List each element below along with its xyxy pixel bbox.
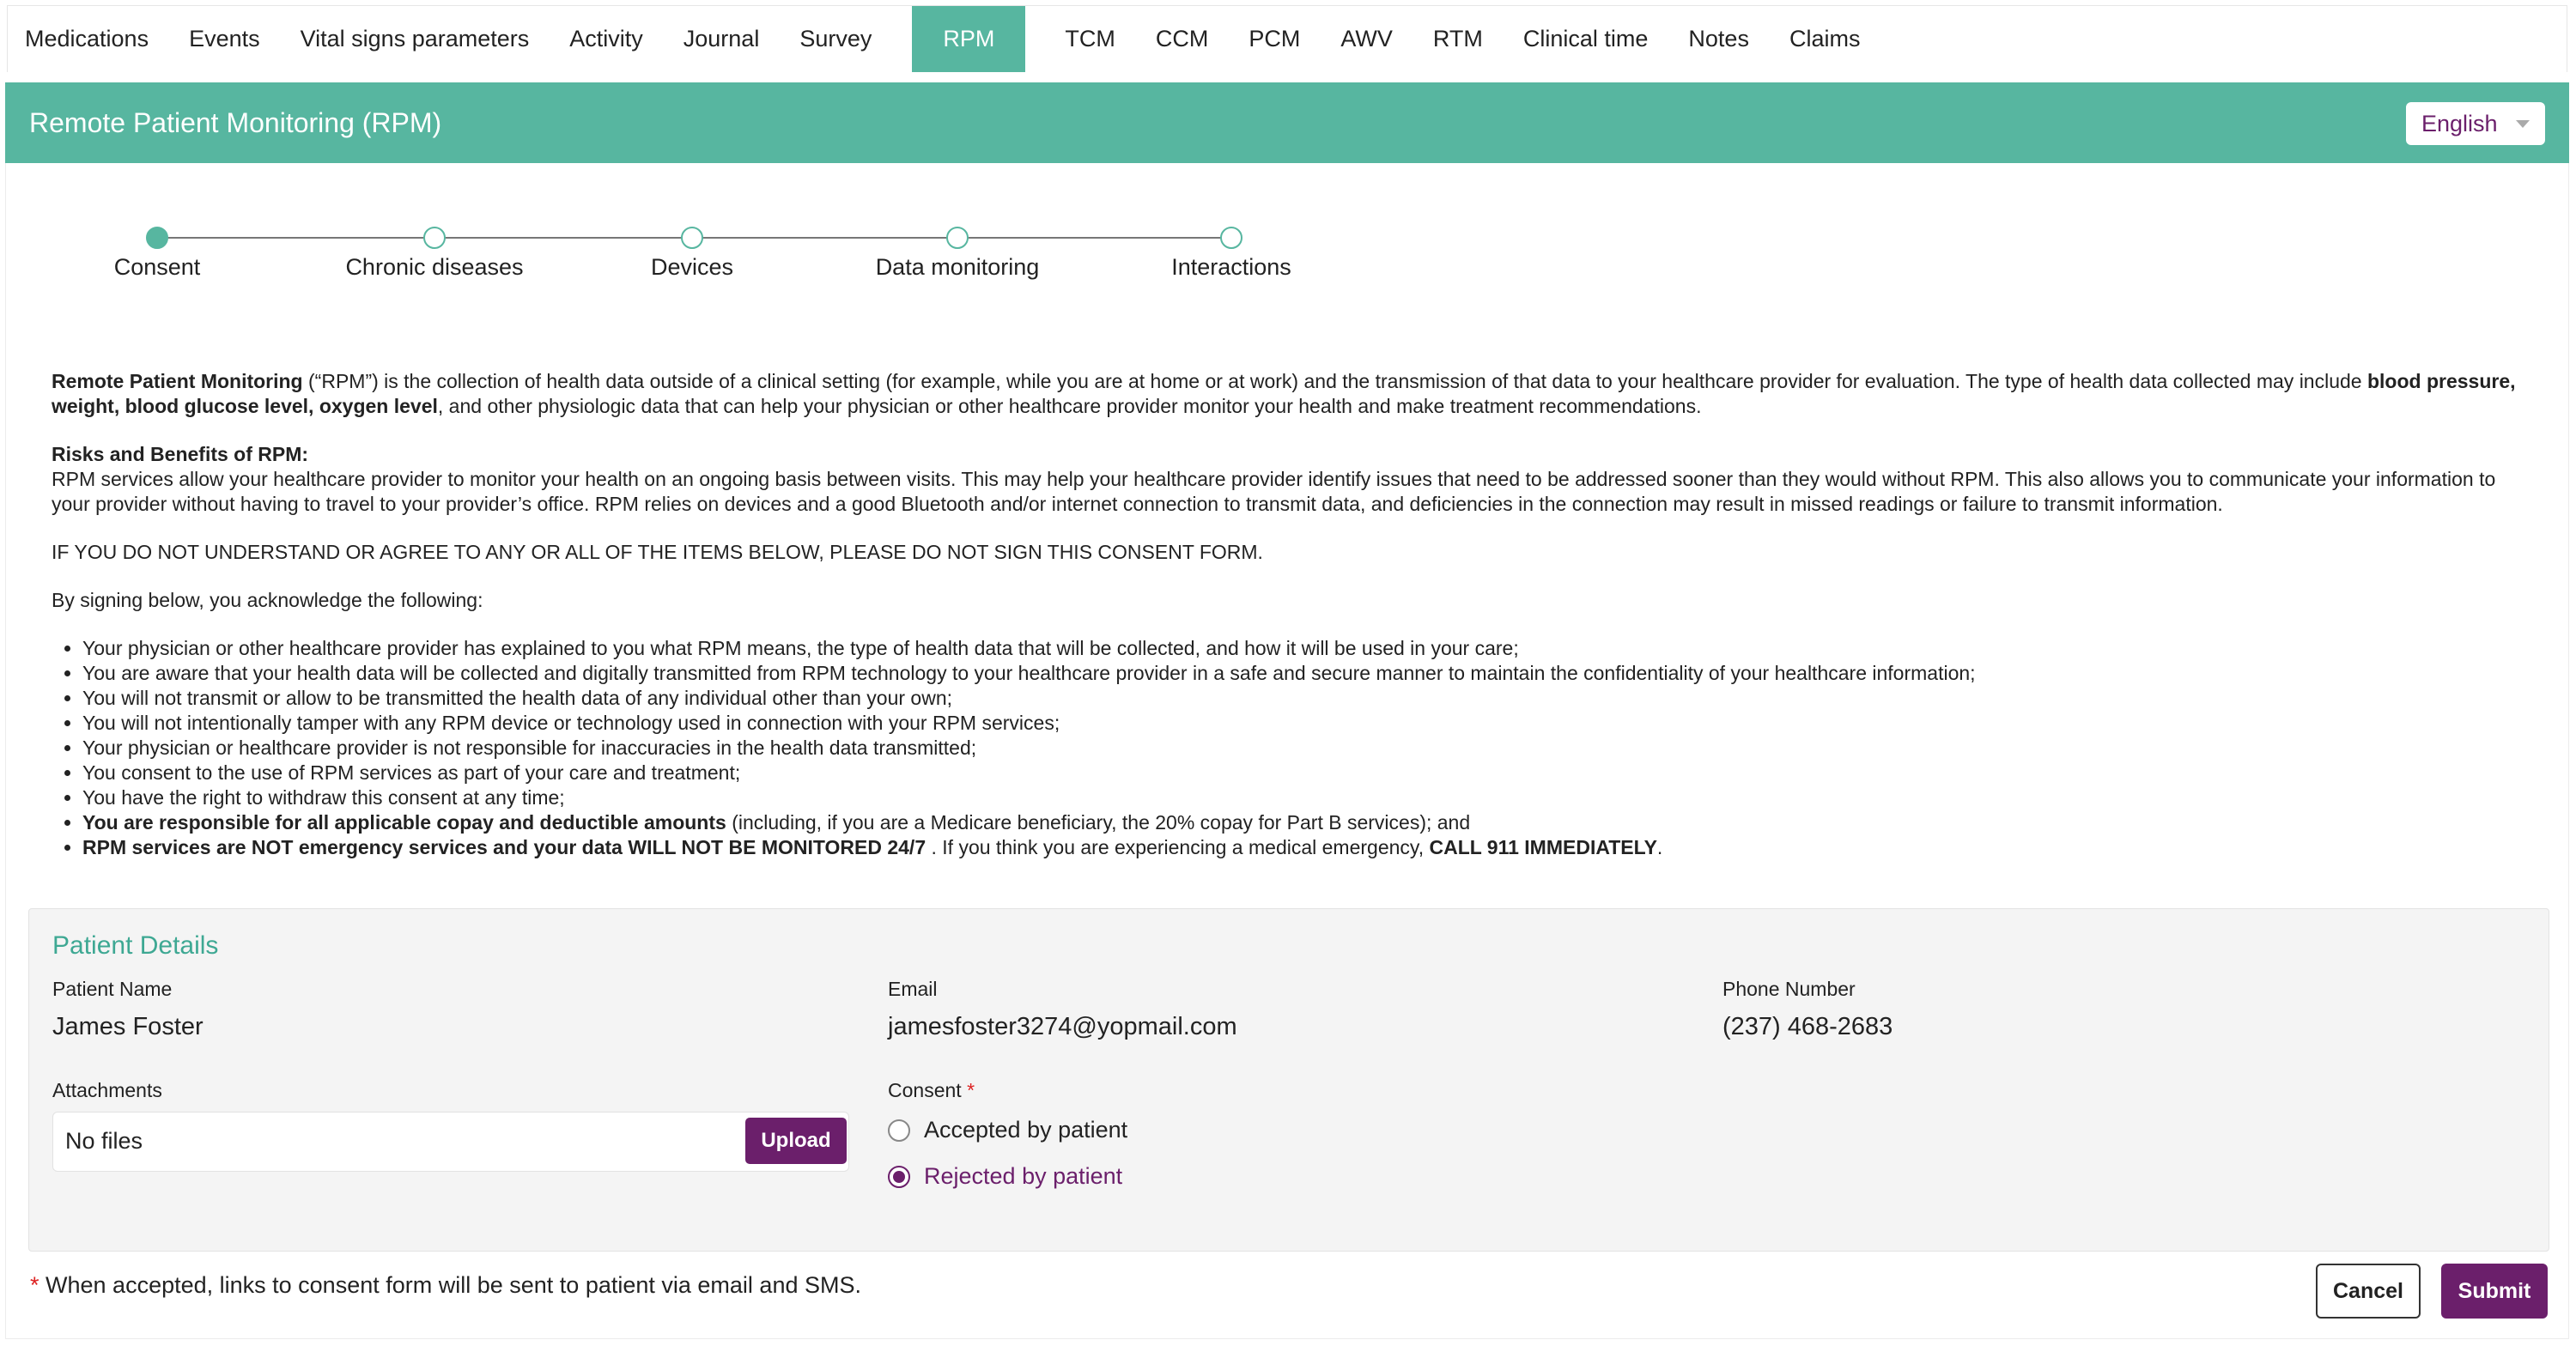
- page-title: Remote Patient Monitoring (RPM): [29, 107, 442, 138]
- tab-medications[interactable]: Medications: [25, 26, 149, 52]
- warning-paragraph: IF YOU DO NOT UNDERSTAND OR AGREE TO ANY OR ALL OF THE ITEMS BELOW, PLEASE DO NOT SIGN THIS CONSENT FORM.: [52, 541, 1263, 563]
- radio-unchecked-icon[interactable]: [888, 1119, 910, 1142]
- upload-button[interactable]: Upload: [745, 1118, 847, 1164]
- emergency-bold: RPM services are NOT emergency services and your data WILL NOT BE MONITORED 24/7: [82, 836, 927, 858]
- tab-ccm[interactable]: CCM: [1155, 26, 1209, 52]
- step-interactions[interactable]: [1103, 227, 1360, 281]
- step-label: Devices: [650, 254, 734, 280]
- step-dot-icon: [681, 227, 703, 249]
- footnote-mark: *: [30, 1272, 39, 1298]
- top-tab-nav: [7, 5, 2567, 72]
- tab-awv[interactable]: AWV: [1340, 26, 1393, 52]
- radio-label: Rejected by patient: [924, 1163, 1123, 1189]
- ack-intro: By signing below, you acknowledge the following:: [52, 589, 483, 611]
- list-item: • Your physician or healthcare provider is not responsible for inaccuracies in the health data transmitted;: [82, 736, 2524, 761]
- phone-label: Phone Number: [1722, 978, 1856, 1000]
- content-card: [5, 163, 2569, 1339]
- tab-claims[interactable]: Claims: [1789, 26, 1861, 52]
- consent-footnote: [30, 1272, 861, 1299]
- intro-bold-data-types: blood pressure, weight, blood glucose level, oxygen level: [52, 370, 2516, 417]
- consent-option-rejected[interactable]: [888, 1163, 1122, 1190]
- intro-text-end: , and other physiologic data that can help your physician or other healthcare provider monitor your health and make treatment recommendations.: [437, 395, 1702, 417]
- emergency-end: .: [1656, 836, 1663, 858]
- radio-checked-icon[interactable]: [888, 1166, 910, 1188]
- list-item: • You are aware that your health data will be collected and digitally transmitted from RPM technology to your healthcare provider in a safe and secure manner to maintain the confidentiality of your healthcare information;: [82, 661, 2524, 686]
- tab-rpm[interactable]: RPM: [912, 6, 1025, 72]
- language-select[interactable]: [2406, 102, 2545, 145]
- risks-heading: Risks and Benefits of RPM:: [52, 443, 309, 465]
- patient-details-panel: [28, 908, 2549, 1252]
- tab-survey[interactable]: Survey: [799, 26, 872, 52]
- emergency-call: CALL 911 IMMEDIATELY: [1429, 836, 1657, 858]
- list-item-emergency: [82, 835, 2524, 860]
- attachments-label: Attachments: [52, 1079, 162, 1101]
- step-label: Data monitoring: [875, 254, 1040, 280]
- consent-label-text: Consent: [888, 1079, 962, 1101]
- step-data-monitoring[interactable]: [829, 227, 1086, 281]
- patient-name-label: Patient Name: [52, 978, 173, 1000]
- tab-rtm[interactable]: RTM: [1432, 26, 1483, 52]
- ack-list: [82, 636, 2524, 860]
- required-mark: *: [967, 1079, 975, 1101]
- tab-vital-signs-parameters[interactable]: Vital signs parameters: [300, 26, 530, 52]
- list-item: • You will not transmit or allow to be transmitted the health data of any individual other than your own;: [82, 686, 2524, 711]
- risks-paragraph: [52, 442, 2524, 517]
- language-value: English: [2421, 110, 2498, 136]
- panel-title: Patient Details: [52, 931, 219, 960]
- tab-clinical-time[interactable]: Clinical time: [1522, 26, 1649, 52]
- consent-text: [52, 369, 2524, 860]
- step-dot-icon: [146, 227, 168, 249]
- intro-paragraph: [52, 369, 2524, 419]
- consent-option-accepted[interactable]: [888, 1117, 1127, 1143]
- intro-bold: Remote Patient Monitoring: [52, 370, 303, 392]
- list-item: • Your physician or other healthcare provider has explained to you what RPM means, the type of health data that will be collected, and how it will be used in your care;: [82, 636, 2524, 661]
- copay-text: (including, if you are a Medicare beneficiary, the 20% copay for Part B services); and: [726, 811, 1471, 834]
- step-dot-icon: [946, 227, 969, 249]
- step-label: Consent: [113, 254, 201, 280]
- email-label: Email: [888, 978, 938, 1000]
- patient-name-value: James Foster: [52, 1013, 204, 1040]
- attachments-field: [52, 1112, 849, 1172]
- step-chronic-diseases[interactable]: [306, 227, 563, 281]
- chevron-down-icon: [2516, 120, 2530, 128]
- list-item: • You will not intentionally tamper with any RPM device or technology used in connection with your RPM services;: [82, 711, 2524, 736]
- step-dot-icon: [1220, 227, 1242, 249]
- step-devices[interactable]: [563, 227, 821, 281]
- attachments-value: No files: [65, 1128, 143, 1154]
- tab-events[interactable]: Events: [189, 26, 260, 52]
- list-item: • You have the right to withdraw this consent at any time;: [82, 785, 2524, 810]
- tab-tcm[interactable]: TCM: [1065, 26, 1115, 52]
- copay-bold: You are responsible for all applicable copay and deductible amounts: [82, 811, 726, 834]
- email-value: jamesfoster3274@yopmail.com: [888, 1013, 1237, 1040]
- submit-button[interactable]: Submit: [2441, 1264, 2548, 1319]
- cancel-button[interactable]: Cancel: [2316, 1264, 2421, 1319]
- step-dot-icon: [423, 227, 446, 249]
- consent-label: [888, 1079, 975, 1102]
- radio-label: Accepted by patient: [924, 1117, 1128, 1143]
- tab-journal[interactable]: Journal: [683, 26, 760, 52]
- step-label: Interactions: [1171, 254, 1291, 280]
- phone-value: (237) 468-2683: [1722, 1013, 1893, 1040]
- list-item-copay: [82, 810, 2524, 835]
- list-item: • You consent to the use of RPM services as part of your care and treatment;: [82, 761, 2524, 785]
- step-label: Chronic diseases: [345, 254, 524, 280]
- page-header: [5, 82, 2569, 163]
- tab-activity[interactable]: Activity: [569, 26, 643, 52]
- tab-pcm[interactable]: PCM: [1249, 26, 1301, 52]
- tab-notes[interactable]: Notes: [1688, 26, 1749, 52]
- step-consent[interactable]: [28, 227, 286, 281]
- intro-text: (“RPM”) is the collection of health data outside of a clinical setting (for example, while you are at home or at work) and the transmission of that data to your healthcare provider for evaluation. The type of health data collected may include: [302, 370, 2367, 392]
- risks-body: RPM services allow your healthcare provider to monitor your health on an ongoing basis between visits. This may help your healthcare provider identify issues that need to be addressed sooner than they would without RPM. This also allows you to communicate your information to your provider without having to travel to your provider’s office. RPM relies on devices and a good Bluetooth and/or internet connection to transmit data, and deficiencies in the connection may result in missed readings or failure to transmit information.: [52, 468, 2496, 515]
- footnote-text: When accepted, links to consent form will be sent to patient via email and SMS.: [39, 1272, 861, 1298]
- emergency-text: . If you think you are experiencing a medical emergency,: [926, 836, 1430, 858]
